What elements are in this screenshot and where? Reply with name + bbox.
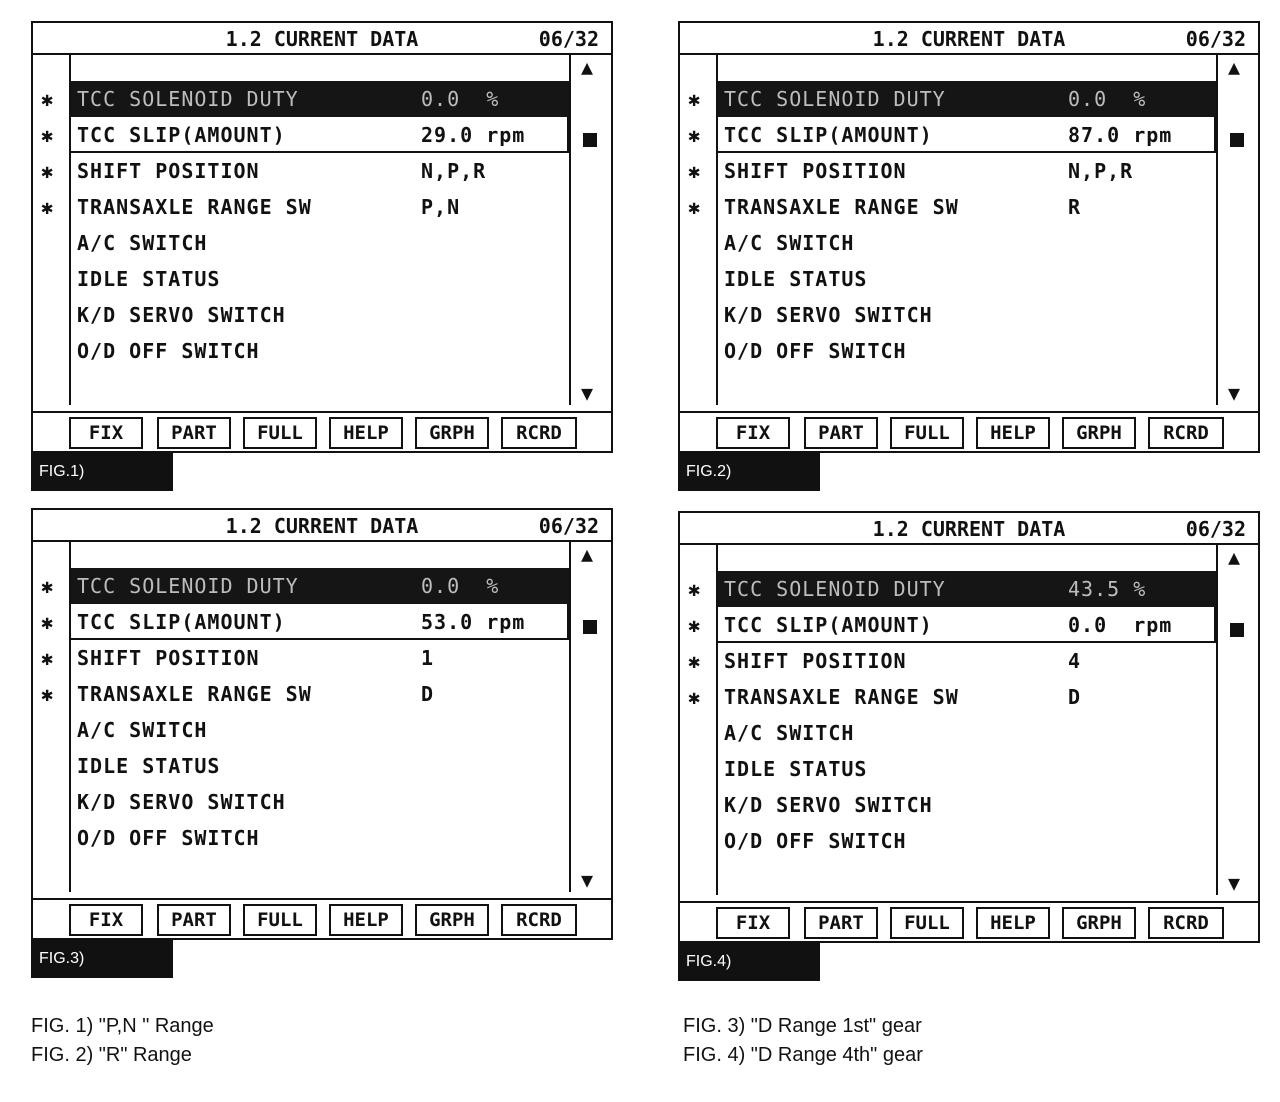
selected-marker-icon: ✱ [41, 195, 54, 219]
scan-panel-3 [31, 508, 611, 967]
figure-label: FIG.2) [678, 453, 820, 491]
data-row-ac-switch[interactable] [718, 225, 1216, 261]
data-row-kd-servo-switch[interactable] [71, 784, 569, 820]
data-row-shift-position[interactable] [41, 640, 569, 676]
grph-button[interactable]: GRPH [1062, 417, 1136, 449]
title-bar [680, 23, 1258, 55]
data-row-shift-position[interactable] [688, 153, 1216, 189]
help-button[interactable]: HELP [976, 907, 1050, 939]
row-value: 43.5 % [1068, 577, 1147, 601]
grph-button[interactable]: GRPH [1062, 907, 1136, 939]
data-row-tcc-slip[interactable] [688, 607, 1216, 643]
function-key-bar [33, 898, 611, 938]
row-label: TCC SOLENOID DUTY [724, 87, 946, 111]
screen-title: 1.2 CURRENT DATA [225, 27, 419, 51]
data-row-kd-servo-switch[interactable] [71, 297, 569, 333]
part-button[interactable]: PART [157, 904, 231, 936]
selected-marker-icon: ✱ [41, 123, 54, 147]
function-key-bar [33, 411, 611, 451]
help-button[interactable]: HELP [976, 417, 1050, 449]
row-label: TCC SOLENOID DUTY [77, 574, 299, 598]
row-label: SHIFT POSITION [724, 159, 907, 183]
data-list [688, 81, 1216, 369]
row-label: TCC SOLENOID DUTY [724, 577, 946, 601]
full-button[interactable]: FULL [243, 904, 317, 936]
scroll-down-icon[interactable]: ▼ [1228, 871, 1241, 895]
full-button[interactable]: FULL [243, 417, 317, 449]
function-key-bar [680, 901, 1258, 941]
scrollbar[interactable] [569, 55, 611, 405]
scroll-up-icon[interactable]: ▲ [581, 55, 594, 79]
help-button[interactable]: HELP [329, 417, 403, 449]
part-button[interactable]: PART [804, 907, 878, 939]
function-key-bar [680, 411, 1258, 451]
screen-title: 1.2 CURRENT DATA [225, 514, 419, 538]
scroll-thumb[interactable] [1230, 133, 1244, 147]
fix-button[interactable]: FIX [69, 417, 143, 449]
scroll-down-icon[interactable]: ▼ [581, 381, 594, 405]
data-row-transaxle-range-sw[interactable] [41, 189, 569, 225]
data-row-tcc-solenoid-duty[interactable] [688, 571, 1216, 607]
data-row-kd-servo-switch[interactable] [718, 787, 1216, 823]
selected-marker-icon: ✱ [688, 685, 701, 709]
row-label: IDLE STATUS [77, 754, 221, 778]
fix-button[interactable]: FIX [69, 904, 143, 936]
fix-button[interactable]: FIX [716, 907, 790, 939]
scroll-down-icon[interactable]: ▼ [581, 868, 594, 892]
row-label: IDLE STATUS [724, 757, 868, 781]
title-bar [33, 23, 611, 55]
rcrd-button[interactable]: RCRD [1148, 417, 1224, 449]
selected-marker-icon: ✱ [688, 613, 701, 637]
caption-fig1: FIG. 1) "P,N " Range [31, 1015, 214, 1037]
data-row-idle-status[interactable] [71, 748, 569, 784]
selected-marker-icon: ✱ [688, 87, 701, 111]
selected-marker-icon: ✱ [41, 610, 54, 634]
figure-label: FIG.1) [31, 453, 173, 491]
data-row-idle-status[interactable] [718, 751, 1216, 787]
data-row-tcc-solenoid-duty[interactable] [41, 568, 569, 604]
scan-screen [678, 511, 1260, 943]
scan-screen [31, 21, 613, 453]
title-bar [680, 513, 1258, 545]
row-value: D [421, 682, 435, 706]
row-label: K/D SERVO SWITCH [724, 303, 933, 327]
caption-fig2: FIG. 2) "R" Range [31, 1044, 192, 1066]
page-counter: 06/32 [1185, 517, 1246, 541]
scroll-thumb[interactable] [583, 133, 597, 147]
rcrd-button[interactable]: RCRD [501, 417, 577, 449]
row-label: SHIFT POSITION [77, 646, 260, 670]
row-label: SHIFT POSITION [724, 649, 907, 673]
data-row-shift-position[interactable] [41, 153, 569, 189]
row-value: 1 [421, 646, 435, 670]
row-label: O/D OFF SWITCH [724, 829, 907, 853]
scroll-up-icon[interactable]: ▲ [1228, 55, 1241, 79]
selected-marker-icon: ✱ [688, 577, 701, 601]
scroll-thumb[interactable] [583, 620, 597, 634]
selected-marker-icon: ✱ [688, 159, 701, 183]
data-row-tcc-slip[interactable] [41, 117, 569, 153]
scroll-down-icon[interactable]: ▼ [1228, 381, 1241, 405]
row-value: 29.0 rpm [421, 123, 526, 147]
data-row-kd-servo-switch[interactable] [718, 297, 1216, 333]
row-label: TCC SLIP(AMOUNT) [724, 613, 933, 637]
row-label: TCC SLIP(AMOUNT) [77, 610, 286, 634]
selected-marker-icon: ✱ [688, 195, 701, 219]
data-row-ac-switch[interactable] [71, 225, 569, 261]
data-list [688, 571, 1216, 859]
row-value: 53.0 rpm [421, 610, 526, 634]
row-value: N,P,R [1068, 159, 1134, 183]
data-row-ac-switch[interactable] [718, 715, 1216, 751]
row-value: R [1068, 195, 1082, 219]
data-row-od-off-switch[interactable] [71, 820, 569, 856]
row-label: K/D SERVO SWITCH [77, 790, 286, 814]
selected-marker-icon: ✱ [688, 649, 701, 673]
title-bar [33, 510, 611, 542]
page-counter: 06/32 [538, 514, 599, 538]
row-value: P,N [421, 195, 461, 219]
scan-screen [678, 21, 1260, 453]
page-counter: 06/32 [538, 27, 599, 51]
data-row-transaxle-range-sw[interactable] [41, 676, 569, 712]
row-label: TCC SLIP(AMOUNT) [724, 123, 933, 147]
scroll-up-icon[interactable]: ▲ [581, 542, 594, 566]
caption-fig3: FIG. 3) "D Range 1st" gear [683, 1015, 922, 1037]
data-row-od-off-switch[interactable] [718, 823, 1216, 859]
data-list [41, 568, 569, 856]
selected-marker-icon: ✱ [688, 123, 701, 147]
data-row-tcc-slip[interactable] [41, 604, 569, 640]
row-label: IDLE STATUS [77, 267, 221, 291]
screen-title: 1.2 CURRENT DATA [872, 517, 1066, 541]
row-label: TRANSAXLE RANGE SW [77, 682, 312, 706]
row-label: K/D SERVO SWITCH [724, 793, 933, 817]
scan-panel-2 [678, 21, 1258, 480]
grph-button[interactable]: GRPH [415, 417, 489, 449]
row-label: K/D SERVO SWITCH [77, 303, 286, 327]
selected-marker-icon: ✱ [41, 682, 54, 706]
data-row-tcc-slip[interactable] [688, 117, 1216, 153]
selected-marker-icon: ✱ [41, 646, 54, 670]
data-row-od-off-switch[interactable] [718, 333, 1216, 369]
row-label: A/C SWITCH [724, 721, 855, 745]
row-value: 87.0 rpm [1068, 123, 1173, 147]
row-label: IDLE STATUS [724, 267, 868, 291]
row-value: 0.0 % [1068, 87, 1147, 111]
scroll-thumb[interactable] [1230, 623, 1244, 637]
scan-panel-1 [31, 21, 611, 480]
row-value: 0.0 % [421, 87, 500, 111]
row-label: TRANSAXLE RANGE SW [77, 195, 312, 219]
part-button[interactable]: PART [804, 417, 878, 449]
figure-label: FIG.3) [31, 940, 173, 978]
full-button[interactable]: FULL [890, 907, 964, 939]
rcrd-button[interactable]: RCRD [501, 904, 577, 936]
scrollbar[interactable] [569, 542, 611, 892]
scroll-up-icon[interactable]: ▲ [1228, 545, 1241, 569]
data-row-tcc-solenoid-duty[interactable] [41, 81, 569, 117]
row-label: O/D OFF SWITCH [724, 339, 907, 363]
row-label: A/C SWITCH [724, 231, 855, 255]
figure-label: FIG.4) [678, 943, 820, 981]
data-row-tcc-solenoid-duty[interactable] [688, 81, 1216, 117]
row-label: TCC SLIP(AMOUNT) [77, 123, 286, 147]
part-button[interactable]: PART [157, 417, 231, 449]
scan-screen [31, 508, 613, 940]
full-button[interactable]: FULL [890, 417, 964, 449]
selected-marker-icon: ✱ [41, 159, 54, 183]
row-label: O/D OFF SWITCH [77, 339, 260, 363]
caption-fig4: FIG. 4) "D Range 4th" gear [683, 1044, 923, 1066]
scrollbar[interactable] [1216, 545, 1258, 895]
row-label: SHIFT POSITION [77, 159, 260, 183]
fix-button[interactable]: FIX [716, 417, 790, 449]
data-row-idle-status[interactable] [71, 261, 569, 297]
selected-marker-icon: ✱ [41, 87, 54, 111]
row-value: 0.0 % [421, 574, 500, 598]
data-list [41, 81, 569, 369]
data-row-transaxle-range-sw[interactable] [688, 189, 1216, 225]
data-row-idle-status[interactable] [718, 261, 1216, 297]
selected-marker-icon: ✱ [41, 574, 54, 598]
help-button[interactable]: HELP [329, 904, 403, 936]
row-label: O/D OFF SWITCH [77, 826, 260, 850]
data-row-od-off-switch[interactable] [71, 333, 569, 369]
row-value: 4 [1068, 649, 1082, 673]
row-label: TRANSAXLE RANGE SW [724, 685, 959, 709]
row-label: TRANSAXLE RANGE SW [724, 195, 959, 219]
row-value: 0.0 rpm [1068, 613, 1173, 637]
scan-panel-4 [678, 511, 1258, 970]
page-counter: 06/32 [1185, 27, 1246, 51]
data-row-transaxle-range-sw[interactable] [688, 679, 1216, 715]
row-label: A/C SWITCH [77, 718, 208, 742]
data-row-shift-position[interactable] [688, 643, 1216, 679]
scrollbar[interactable] [1216, 55, 1258, 405]
data-row-ac-switch[interactable] [71, 712, 569, 748]
screen-title: 1.2 CURRENT DATA [872, 27, 1066, 51]
rcrd-button[interactable]: RCRD [1148, 907, 1224, 939]
row-value: D [1068, 685, 1082, 709]
grph-button[interactable]: GRPH [415, 904, 489, 936]
row-label: A/C SWITCH [77, 231, 208, 255]
row-label: TCC SOLENOID DUTY [77, 87, 299, 111]
row-value: N,P,R [421, 159, 487, 183]
